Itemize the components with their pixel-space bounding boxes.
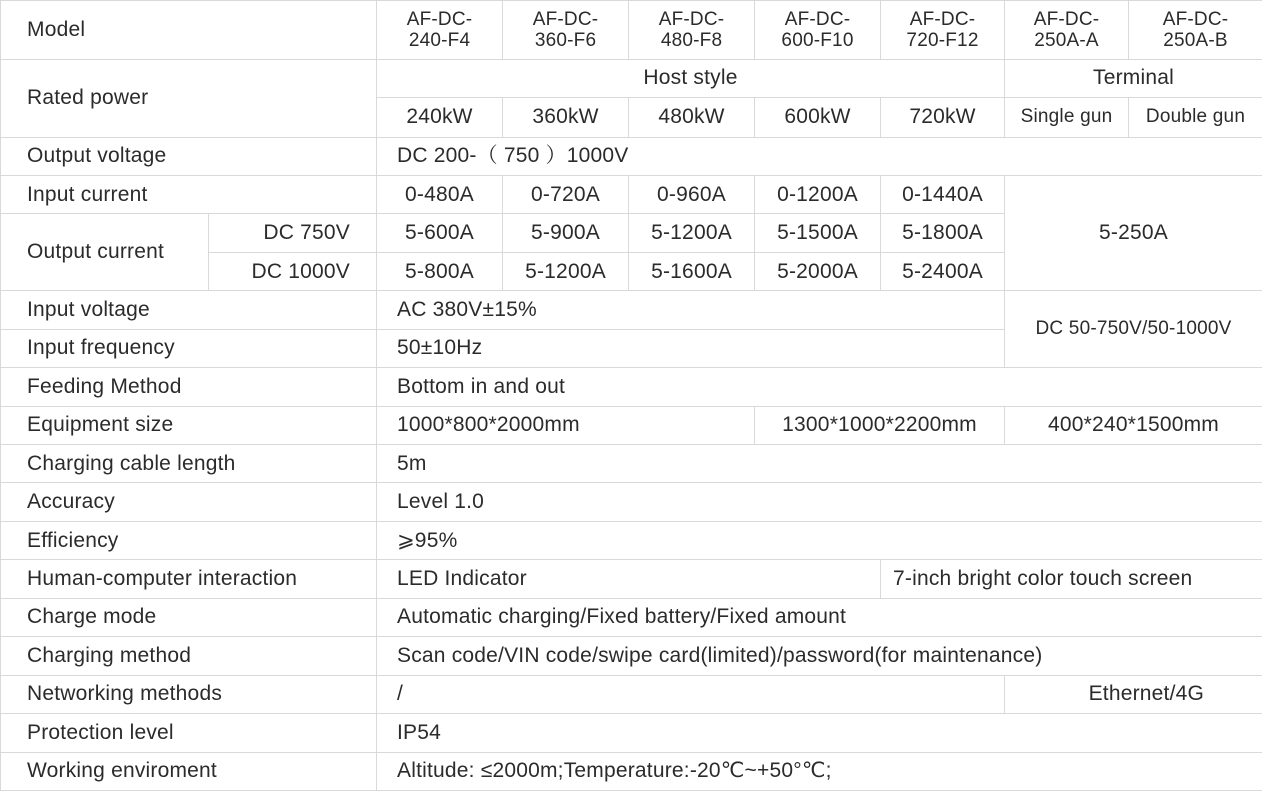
input-voltage-value: AC 380V±15% xyxy=(377,291,1005,329)
protection-level-value: IP54 xyxy=(377,714,1262,752)
row-charging-cable-length xyxy=(1,445,1262,483)
output-current-1000-2: 5-1200A xyxy=(503,252,629,290)
label-equipment-size: Equipment size xyxy=(1,406,377,444)
label-model: Model xyxy=(1,1,377,60)
input-frequency-value: 50±10Hz xyxy=(377,329,1005,367)
model-6: AF-DC- 250A-A xyxy=(1005,1,1129,60)
working-environment-value: Altitude: ≤2000m;Temperature:-20℃~+50°℃; xyxy=(377,752,1262,790)
label-dc-1000v: DC 1000V xyxy=(209,252,377,290)
output-current-750-3: 5-1200A xyxy=(629,214,755,252)
charging-method-value: Scan code/VIN code/swipe card(limited)/password(for maintenance) xyxy=(377,637,1262,675)
row-feeding-method xyxy=(1,368,1262,406)
model-2: AF-DC- 360-F6 xyxy=(503,1,629,60)
model-1: AF-DC- 240-F4 xyxy=(377,1,503,60)
row-equipment-size xyxy=(1,406,1262,444)
output-current-750-4: 5-1500A xyxy=(755,214,881,252)
label-working-environment: Working enviroment xyxy=(1,752,377,790)
networking-value-1: / xyxy=(377,675,1005,713)
input-current-3: 0-960A xyxy=(629,175,755,213)
hci-value-1: LED Indicator xyxy=(377,560,881,598)
accuracy-value: Level 1.0 xyxy=(377,483,1262,521)
label-input-voltage: Input voltage xyxy=(1,291,377,329)
row-input-voltage xyxy=(1,291,1262,329)
model-4: AF-DC- 600-F10 xyxy=(755,1,881,60)
input-current-2: 0-720A xyxy=(503,175,629,213)
rated-power-1: 240kW xyxy=(377,98,503,137)
charge-mode-value: Automatic charging/Fixed battery/Fixed amount xyxy=(377,598,1262,636)
output-current-750-2: 5-900A xyxy=(503,214,629,252)
row-working-environment xyxy=(1,752,1262,790)
row-input-current xyxy=(1,175,1262,213)
output-current-750-1: 5-600A xyxy=(377,214,503,252)
input-current-1: 0-480A xyxy=(377,175,503,213)
label-rated-power: Rated power xyxy=(1,59,377,137)
label-charging-cable-length: Charging cable length xyxy=(1,445,377,483)
row-charge-mode xyxy=(1,598,1262,636)
rated-power-3: 480kW xyxy=(629,98,755,137)
row-accuracy xyxy=(1,483,1262,521)
model-3: AF-DC- 480-F8 xyxy=(629,1,755,60)
terminal-input-value: DC 50-750V/50-1000V xyxy=(1005,291,1262,368)
output-current-1000-5: 5-2400A xyxy=(881,252,1005,290)
feeding-method-value: Bottom in and out xyxy=(377,368,1262,406)
model-5: AF-DC- 720-F12 xyxy=(881,1,1005,60)
label-charge-mode: Charge mode xyxy=(1,598,377,636)
efficiency-value: ⩾95% xyxy=(377,521,1262,559)
label-input-frequency: Input frequency xyxy=(1,329,377,367)
row-model xyxy=(1,1,1262,60)
label-dc-750v: DC 750V xyxy=(209,214,377,252)
output-current-750-5: 5-1800A xyxy=(881,214,1005,252)
equipment-size-1: 1000*800*2000mm xyxy=(377,406,755,444)
terminal-single-gun: Single gun xyxy=(1005,98,1129,137)
rated-power-2: 360kW xyxy=(503,98,629,137)
input-current-5: 0-1440A xyxy=(881,175,1005,213)
row-charging-method xyxy=(1,637,1262,675)
label-charging-method: Charging method xyxy=(1,637,377,675)
row-efficiency xyxy=(1,521,1262,559)
label-input-current: Input current xyxy=(1,175,377,213)
label-accuracy: Accuracy xyxy=(1,483,377,521)
row-protection-level xyxy=(1,714,1262,752)
equipment-size-2: 1300*1000*2200mm xyxy=(755,406,1005,444)
row-rated-power-top xyxy=(1,59,1262,97)
networking-value-2: Ethernet/4G xyxy=(1005,675,1262,713)
label-output-voltage: Output voltage xyxy=(1,137,377,175)
label-networking-methods: Networking methods xyxy=(1,675,377,713)
terminal-current-value: 5-250A xyxy=(1005,175,1262,290)
rated-power-4: 600kW xyxy=(755,98,881,137)
label-feeding-method: Feeding Method xyxy=(1,368,377,406)
label-protection-level: Protection level xyxy=(1,714,377,752)
rated-power-5: 720kW xyxy=(881,98,1005,137)
label-output-current: Output current xyxy=(1,214,209,291)
row-output-voltage xyxy=(1,137,1262,175)
output-current-1000-3: 5-1600A xyxy=(629,252,755,290)
input-current-4: 0-1200A xyxy=(755,175,881,213)
equipment-size-3: 400*240*1500mm xyxy=(1005,406,1262,444)
hci-value-2: 7-inch bright color touch screen xyxy=(881,560,1262,598)
row-hci xyxy=(1,560,1262,598)
terminal-double-gun: Double gun xyxy=(1129,98,1262,137)
model-7: AF-DC- 250A-B xyxy=(1129,1,1262,60)
output-current-1000-4: 5-2000A xyxy=(755,252,881,290)
output-voltage-value: DC 200-（ 750 ）1000V xyxy=(377,137,1262,175)
terminal-header: Terminal xyxy=(1005,59,1262,97)
charging-cable-length-value: 5m xyxy=(377,445,1262,483)
label-hci: Human-computer interaction xyxy=(1,560,377,598)
label-efficiency: Efficiency xyxy=(1,521,377,559)
output-current-1000-1: 5-800A xyxy=(377,252,503,290)
row-networking-methods xyxy=(1,675,1262,713)
host-style-header: Host style xyxy=(377,59,1005,97)
